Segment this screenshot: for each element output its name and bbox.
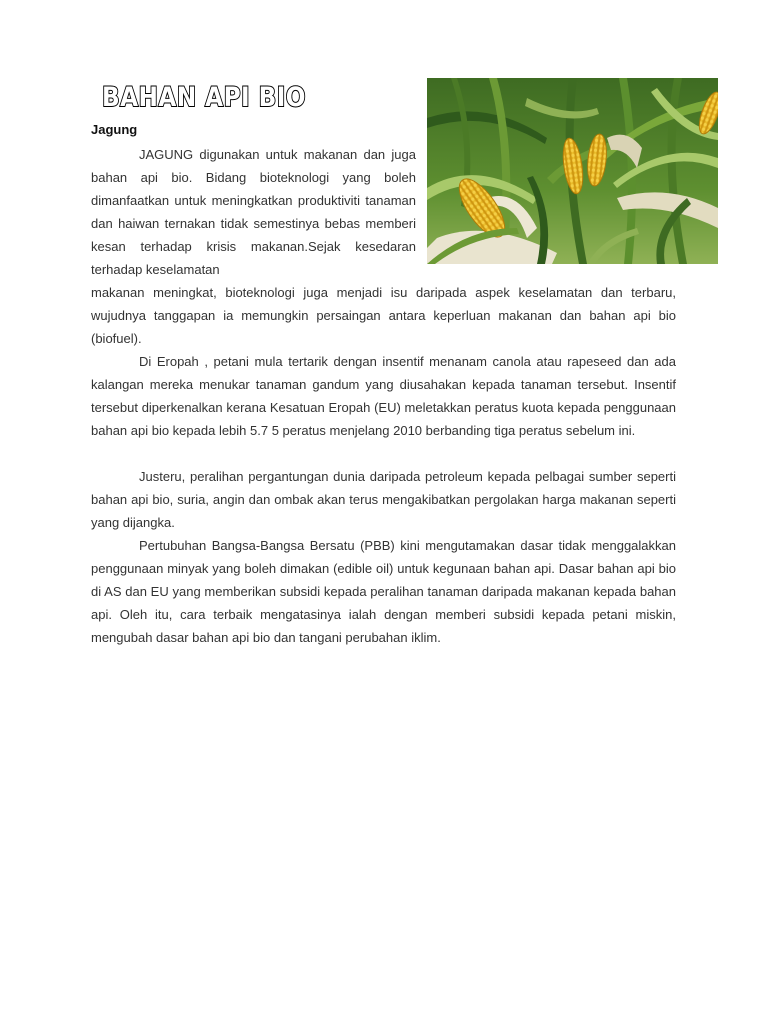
page-title: BAHAN API BIO: [102, 82, 306, 113]
corn-field-photo: [427, 78, 718, 264]
paragraph-3: Justeru, peralihan pergantungan dunia daripada petroleum kepada pelbagai sumber seperti bahan api bio, suria, angin dan ombak akan terus mengakibatkan pergolakan harga makanan seperti yang dijangka.: [91, 469, 676, 530]
paragraph-1-continued: makanan meningkat, bioteknologi juga menjadi isu daripada aspek keselamatan dan terbaru, wujudnya tanggapan ia memungkin persaingan antara keperluan makanan dan bahan api bio (biofuel).: [91, 285, 676, 346]
paragraph-4: Pertubuhan Bangsa-Bangsa Bersatu (PBB) kini mengutamakan dasar tidak menggalakkan penggunaan minyak yang boleh dimakan (edible oil) untuk kegunaan bahan api. Dasar bahan api bio di AS dan EU yang memberikan subsidi kepada peralihan tanaman daripada makanan kepada bahan api. Oleh itu, cara terbaik mengatasinya ialah dengan memberi subsidi kepada petani miskin, mengubah dasar bahan api bio dan tangani perubahan iklim.: [91, 538, 676, 645]
paragraph-2: Di Eropah , petani mula tertarik dengan insentif menanam canola atau rapeseed dan ada kalangan mereka menukar tanaman gandum yang diusahakan kepada tanaman tersebut. Insentif tersebut diperkenalkan kerana Kesatuan Eropah (EU) meletakkan peratus kuota kepada penggunaan bahan api bio kepada lebih 5.7 5 peratus menjelang 2010 berbanding tiga peratus sebelum ini.: [91, 354, 676, 438]
section-heading: Jagung: [91, 122, 138, 137]
paragraph-1-wrapped: JAGUNG digunakan untuk makanan dan juga bahan api bio. Bidang bioteknologi yang boleh dimanfaatkan untuk meningkatkan produktiviti tanaman dan haiwan ternakan tidak semestinya bebas memberi kesan terhadap krisis makanan.Sejak kesedaran terhadap keselamatan: [91, 147, 416, 277]
corn-field-illustration: [427, 78, 718, 264]
